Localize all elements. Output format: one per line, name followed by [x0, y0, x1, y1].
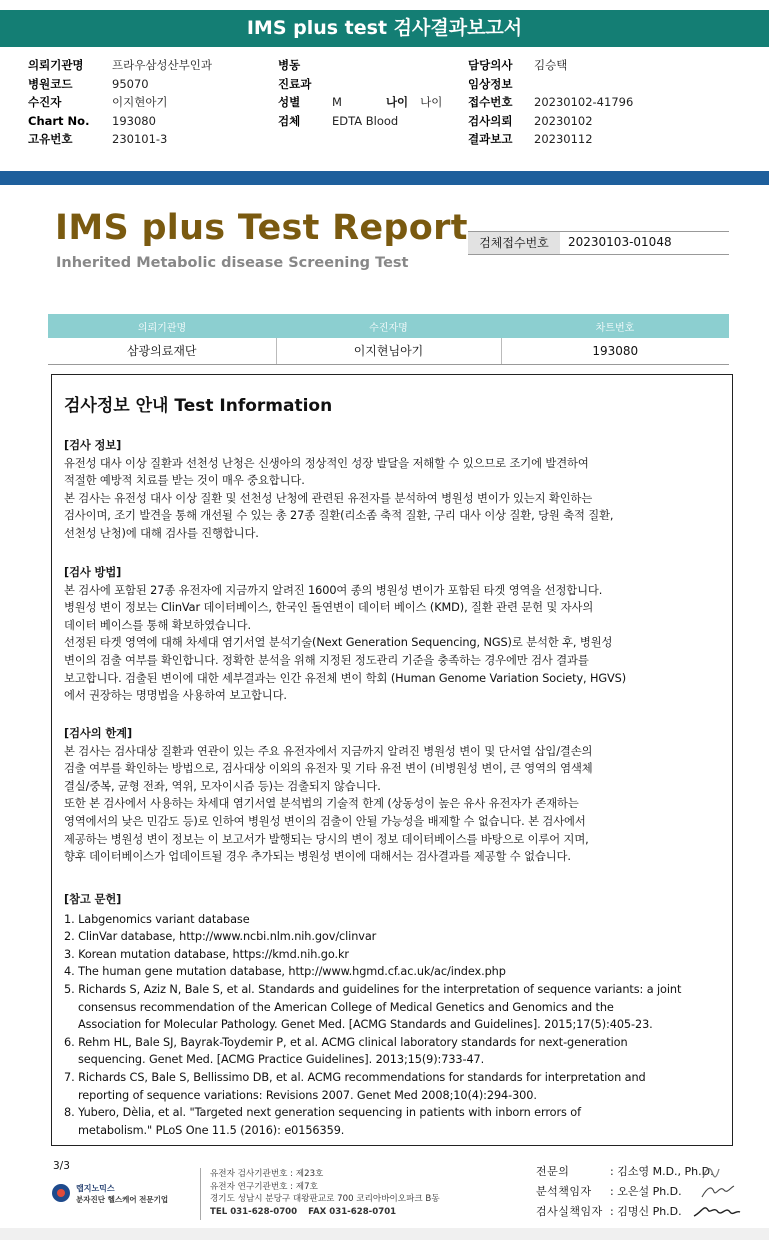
signatory-role: 검사실책임자: [536, 1205, 603, 1218]
list-item: [64, 981, 729, 1034]
age-label: 나이: [385, 95, 409, 110]
list-item: [64, 963, 729, 981]
receipt-number-box: [468, 231, 729, 255]
header-chart-no: 차트번호: [501, 314, 729, 338]
signatory-name: : 김명신 Ph.D.: [610, 1205, 682, 1218]
page-number: 3/3: [53, 1160, 70, 1172]
reference-line: 5. Richards S, Aziz N, Bale S, et al. Standards and guidelines for the interpretation of sequence variants: a joint: [64, 982, 682, 996]
signature-icon: [700, 1182, 736, 1200]
cell-institution: 삼광의료재단: [48, 338, 276, 364]
reference-line: Association for Molecular Pathology. Genet Med. [ACMG Standards and Guidelines]. 2015;17(5):405-23.: [78, 1018, 653, 1032]
header-institution: 의뢰기관명: [48, 314, 276, 338]
report-subtitle: Inherited Metabolic disease Screening Test: [56, 255, 409, 271]
meta-column-1: [28, 56, 212, 149]
reference-line: 3. Korean mutation database, https://kmd.nih.go.kr: [64, 947, 349, 961]
receipt-label: 검체접수번호: [468, 232, 560, 254]
signatory-name: : 오은설 Ph.D.: [610, 1185, 682, 1198]
reference-line: metabolism." PLoS One 11.5 (2016): e0156359.: [78, 1123, 345, 1137]
meta-column-3: [468, 56, 633, 149]
meta-label: 담당의사: [468, 58, 513, 72]
table-row: [48, 338, 729, 364]
meta-value: 프라우삼성산부인과: [112, 58, 212, 72]
section-line: 또한 본 검사에서 사용하는 차세대 염기서열 분석법의 기술적 한계 (상동성이 높은 유사 유전자가 존재하는: [64, 797, 579, 811]
section-line: 검출 여부를 확인하는 방법으로, 검사대상 이외의 유전자 및 기타 유전 변이 (비병원성 변이, 큰 영역의 염색체: [64, 762, 593, 776]
meta-value: 193080: [112, 113, 156, 128]
list-item: [64, 911, 729, 929]
section-line: 향후 데이터베이스가 업데이트될 경우 추가되는 병원성 변이에 대해서는 검사결과를 제공할 수 없습니다.: [64, 850, 571, 864]
client-table-header: [48, 314, 729, 338]
meta-row-hospital-code: [28, 75, 212, 94]
section-heading: [검사의 한계]: [64, 727, 133, 740]
meta-label: 성별: [278, 95, 301, 110]
meta-value: EDTA Blood: [332, 113, 399, 128]
footer-tel: TEL 031-628-0700: [210, 1206, 298, 1217]
signatory-row: [536, 1182, 714, 1202]
list-item: [64, 1034, 729, 1069]
signatory-row: [536, 1162, 714, 1182]
signature-icon: [700, 1164, 722, 1182]
meta-column-2: [278, 56, 442, 130]
meta-value: 95070: [112, 76, 149, 91]
section-line: 본 검사는 검사대상 질환과 연관이 있는 주요 유전자에서 지금까지 알려진 병원성 변이 및 단서열 삽입/결손의: [64, 744, 593, 758]
meta-value: 이지현아기: [112, 95, 168, 110]
section-line: 변이의 검출 여부를 확인합니다. 정확한 분석을 위해 지정된 정도관리 기준을 충족하는 경우에만 검사 결과를: [64, 653, 589, 667]
meta-value: 230101-3: [112, 132, 168, 147]
banner-title: IMS plus test 검사결과보고서: [0, 10, 769, 47]
reference-line: 2. ClinVar database, http://www.ncbi.nlm.nih.gov/clinvar: [64, 930, 377, 944]
header-patient-name: 수진자명: [276, 314, 501, 338]
section-line: 보고합니다. 검출된 변이에 대한 세부결과는 인간 유전체 변이 학회 (Human Genome Variation Society, HGVS): [64, 671, 627, 685]
reference-line: sequencing. Genet Med. [ACMG Practice Guidelines]. 2013;15(9):733-47.: [78, 1053, 485, 1067]
reference-line: 7. Richards CS, Bale S, Bellissimo DB, et al. ACMG recommendations for standards for interpretation and: [64, 1070, 646, 1084]
section-test-info: [64, 437, 729, 543]
section-line: 유전성 대사 이상 질환과 선천성 난청은 신생아의 정상적인 성장 발달을 저해할 수 있으므로 조기에 발견하여: [64, 456, 589, 470]
meta-label: 수진자: [28, 95, 62, 110]
meta-label: 검체: [278, 113, 301, 128]
list-item: [64, 1104, 729, 1139]
meta-value: 20230102-41796: [534, 95, 634, 110]
cell-chart-no: 193080: [501, 338, 729, 364]
meta-label: 결과보고: [468, 132, 513, 147]
section-line: 검사이며, 조기 발견을 통해 개선될 수 있는 총 27종 질환(리소좀 축적 질환, 구리 대사 이상 질환, 당원 축적 질환,: [64, 509, 614, 523]
client-table: [48, 314, 729, 365]
test-information-title: 검사정보 안내 Test Information: [64, 396, 333, 416]
meta-label: Chart No.: [28, 113, 90, 128]
section-line: 영역에서의 낮은 민감도 등)로 인하여 병원성 변이의 검출이 안될 가능성을 배제할 수 없습니다. 본 검사에서: [64, 814, 586, 828]
meta-label: 임상정보: [468, 76, 513, 91]
reference-line: 4. The human gene mutation database, http://www.hgmd.cf.ac.uk/ac/index.php: [64, 965, 506, 979]
footer-contact: [210, 1206, 440, 1219]
section-divider-bar: [0, 171, 769, 185]
meta-row-chart-no: [28, 112, 212, 131]
meta-value: 20230112: [534, 132, 593, 147]
section-line: 본 검사는 유전성 대사 이상 질환 및 선천성 난청에 관련된 유전자를 분석하여 병원성 변이가 있는지 확인하는: [64, 491, 593, 505]
meta-label: 진료과: [278, 76, 312, 91]
reference-line: reporting of sequence variations: Revisions 2007. Genet Med 2008;10(4):294-300.: [78, 1088, 537, 1102]
meta-value: 20230102: [534, 113, 593, 128]
section-line: 제공하는 병원성 변이 정보는 이 보고서가 발행되는 당시의 변이 정보 데이터베이스를 바탕으로 이루어 지며,: [64, 832, 589, 846]
meta-label: 고유번호: [28, 132, 73, 147]
signatory-role: 분석책임자: [536, 1185, 592, 1198]
section-test-method: [64, 564, 729, 705]
meta-label: 병원코드: [28, 76, 73, 91]
list-item: [64, 1069, 729, 1104]
meta-row-specimen: [278, 112, 442, 131]
reference-list: [64, 911, 729, 1140]
section-references: [64, 891, 729, 1139]
section-test-limitations: [64, 725, 729, 866]
company-logo: [52, 1181, 192, 1211]
reference-line: consensus recommendation of the American College of Medical Genetics and Genomics and the: [78, 1000, 614, 1014]
receipt-value: 20230103-01048: [568, 235, 672, 249]
reference-line: 1. Labgenomics variant database: [64, 912, 250, 926]
logo-mark-icon: [52, 1184, 70, 1202]
cell-patient-name: 이지현님아기: [276, 338, 501, 364]
signatory-row: [536, 1202, 714, 1222]
meta-label: 검사의뢰: [468, 113, 513, 128]
list-item: [64, 946, 729, 964]
footer-fax: FAX 031-628-0701: [308, 1206, 397, 1217]
meta-value: 김승택: [534, 58, 568, 72]
meta-row-patient: [28, 93, 212, 112]
section-heading: [검사 방법]: [64, 566, 122, 579]
section-heading: [검사 정보]: [64, 439, 122, 452]
meta-row-department: [278, 75, 442, 94]
age-value: 나이: [420, 95, 443, 110]
meta-row-request-date: [468, 112, 633, 131]
footer-info-line: 유전자 검사기관번호 : 제23호: [210, 1169, 324, 1179]
report-title: IMS plus Test Report: [55, 208, 468, 248]
meta-row-sex-age: [278, 93, 442, 112]
meta-row-unique-no: [28, 130, 212, 149]
signatory-name: : 김소영 M.D., Ph.D.: [610, 1165, 714, 1178]
signatory-role: 전문의: [536, 1165, 570, 1178]
section-line: 본 검사에 포함된 27종 유전자에 지금까지 알려진 1600여 종의 병원성 변이가 포함된 타겟 영역을 선정합니다.: [64, 583, 603, 597]
list-item: [64, 928, 729, 946]
section-line: 적절한 예방적 치료를 받는 것이 매우 중요합니다.: [64, 474, 305, 488]
meta-row-institution: [28, 56, 212, 75]
meta-label: 접수번호: [468, 95, 513, 110]
reference-line: 8. Yubero, Dèlia, et al. "Targeted next generation sequencing in patients with inborn errors of: [64, 1106, 581, 1120]
meta-row-report-date: [468, 130, 633, 149]
footer-divider: [200, 1168, 201, 1220]
signature-icon: [692, 1200, 742, 1222]
footer-institution-info: [210, 1168, 440, 1218]
footer-info-line: 유전자 연구기관번호 : 제7호: [210, 1181, 318, 1192]
section-line: 병원성 변이 정보는 ClinVar 데이터베이스, 한국인 돌연변이 데이터 베이스 (KMD), 질환 관련 문헌 및 자사의: [64, 601, 594, 615]
section-line: 선천성 난청)에 대해 검사를 진행합니다.: [64, 526, 259, 540]
reference-line: 6. Rehm HL, Bale SJ, Bayrak-Toydemir P, et al. ACMG clinical laboratory standards for next-generation: [64, 1035, 628, 1049]
section-line: 데이터 베이스를 통해 확보하였습니다.: [64, 618, 251, 632]
meta-row-doctor: [468, 56, 633, 75]
meta-row-ward: [278, 56, 442, 75]
section-line: 에서 권장하는 명명법을 사용하여 보고합니다.: [64, 689, 287, 703]
meta-label: 병동: [278, 58, 301, 72]
meta-row-clinical-info: [468, 75, 633, 94]
logo-company-name: 랩지노믹스: [76, 1184, 115, 1193]
meta-label: 의뢰기관명: [28, 58, 84, 72]
meta-row-accession: [468, 93, 633, 112]
footer-info-line: 경기도 성남시 분당구 대왕판교로 700 코리아바이오파크 B동: [210, 1194, 440, 1204]
test-information-box: [51, 374, 733, 1146]
section-line: 선정된 타겟 영역에 대해 차세대 염기서열 분석기술(Next Generation Sequencing, NGS)로 분석한 후, 병원성: [64, 636, 613, 650]
section-line: 결실/중복, 균형 전좌, 역위, 모자이시즘 등)는 검출되지 않습니다.: [64, 779, 381, 793]
meta-value: M: [332, 95, 342, 110]
signatories: [536, 1162, 714, 1222]
logo-tagline: 분자진단 헬스케어 전문기업: [76, 1195, 169, 1204]
section-heading: [참고 문헌]: [64, 893, 122, 906]
